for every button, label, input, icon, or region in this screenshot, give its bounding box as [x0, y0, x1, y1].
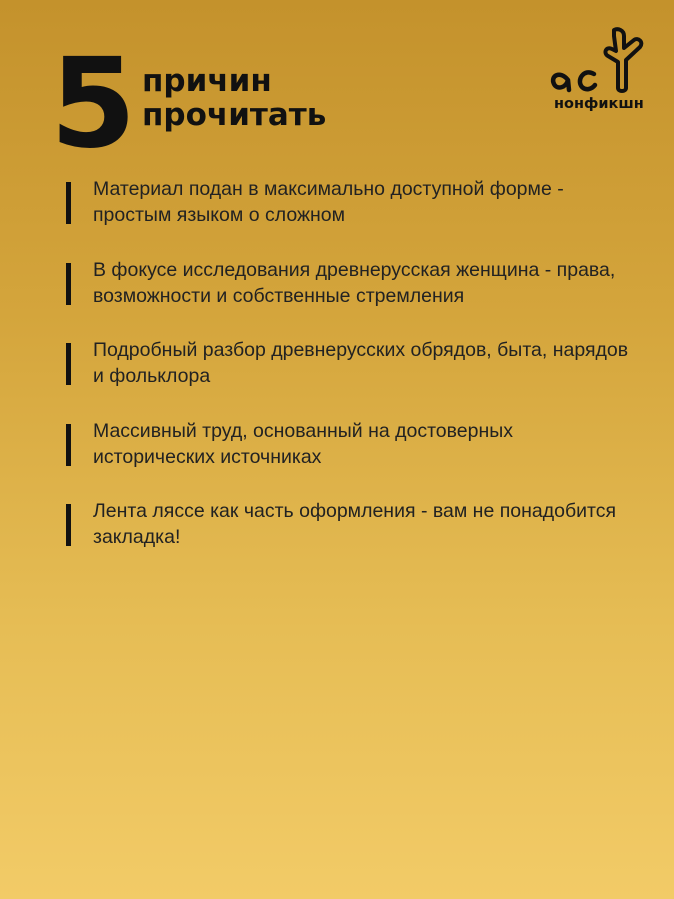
reason-text: Массивный труд, основанный на достоверных исторических источниках: [93, 419, 514, 468]
reasons-list: [66, 176, 636, 579]
big-number-five: 5: [50, 32, 135, 176]
title-line-2: прочитать: [142, 97, 327, 133]
reason-bar: [66, 343, 71, 385]
reason-text: Материал подан в максимально доступной форме - простым языком о сложном: [93, 178, 564, 226]
logo-subtitle: нонфикшн: [554, 96, 644, 112]
reason-item: [66, 498, 636, 579]
title-line-1: причин: [142, 63, 272, 99]
reason-text: Лента ляссе как часть оформления - вам не понадобится закладка!: [93, 500, 617, 548]
reason-item: [66, 257, 636, 338]
reason-text: Подробный разбор древнерусских обрядов, быта, нарядов и фольклора: [93, 339, 629, 387]
cactus-logo-icon: [548, 26, 658, 122]
reason-bar: [66, 182, 71, 224]
reason-item: [66, 337, 636, 418]
reason-item: [66, 418, 636, 499]
reason-bar: [66, 263, 71, 305]
reason-bar: [66, 504, 71, 546]
publisher-logo: [548, 26, 658, 122]
reason-item: [66, 176, 636, 257]
reason-bar: [66, 424, 71, 466]
page-title: [142, 64, 326, 132]
reason-text: В фокусе исследования древнерусская женщина - права, возможности и собственные стремления: [93, 258, 616, 307]
